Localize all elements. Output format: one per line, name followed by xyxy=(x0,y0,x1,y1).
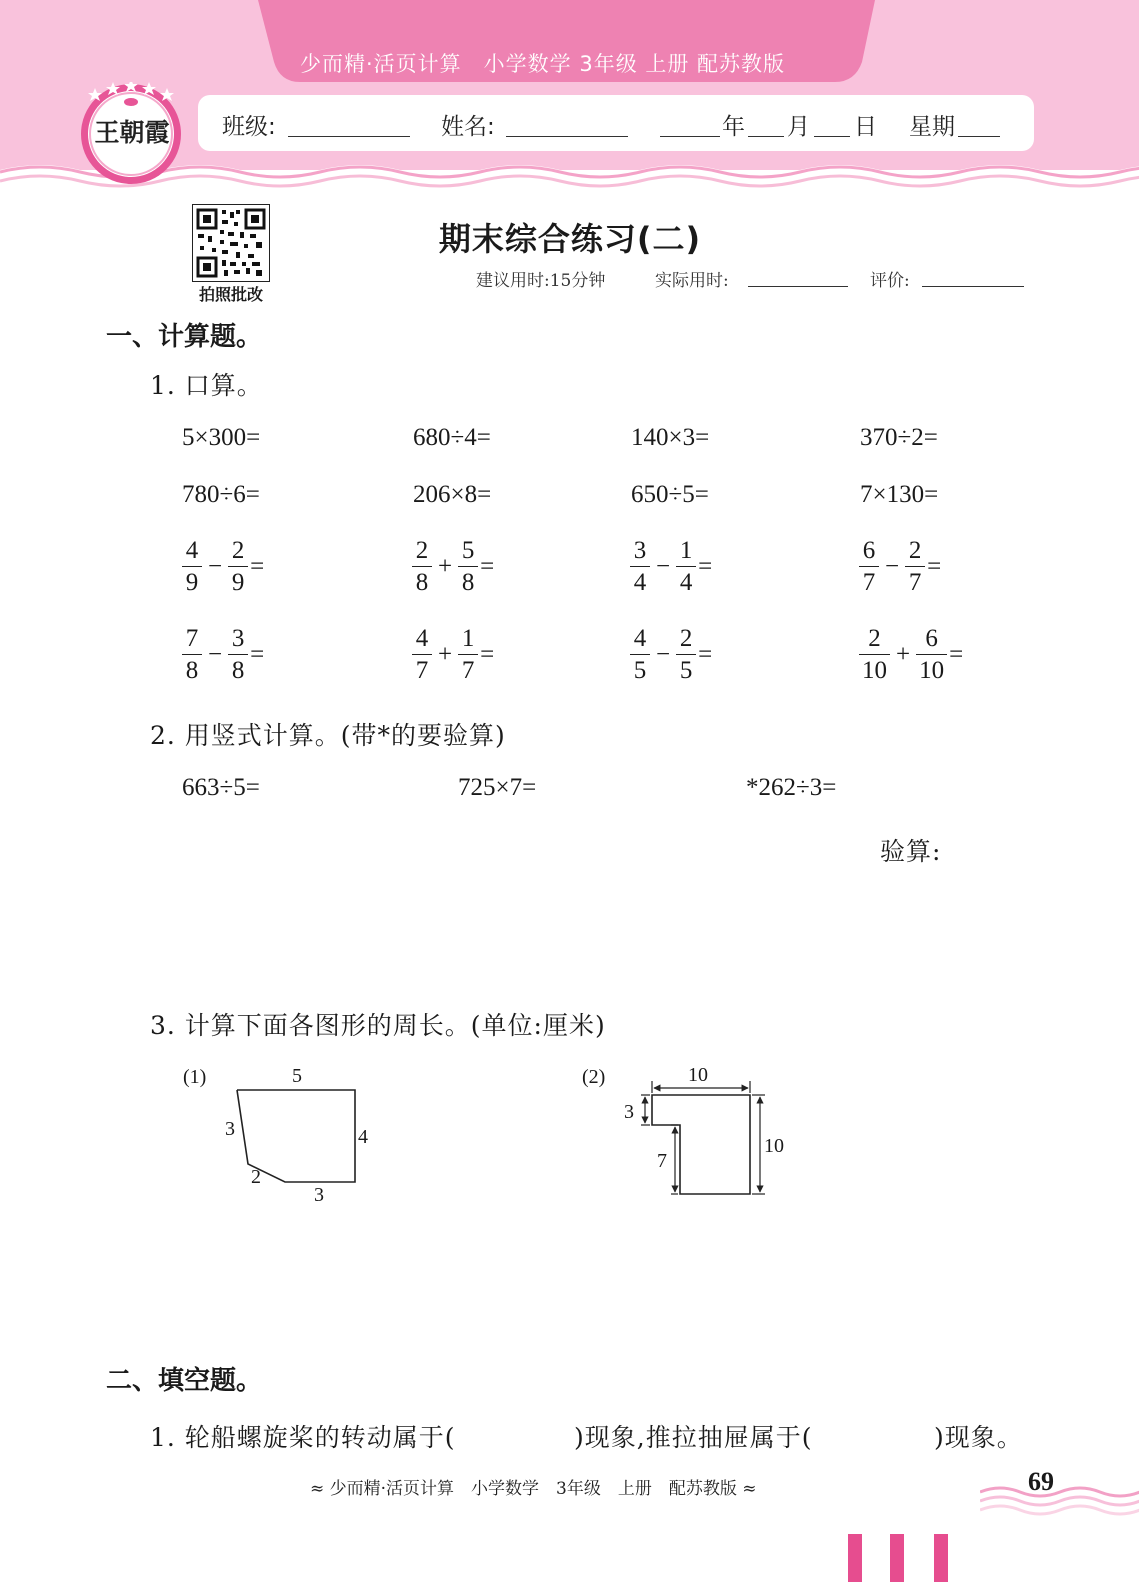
fill-q1-part3: )现象。 xyxy=(934,1423,1023,1452)
evaluation-field[interactable] xyxy=(922,286,1024,287)
vertical-calc-item: *262÷3= xyxy=(746,774,837,801)
fraction: $\frac{1}{4}$ xyxy=(676,538,696,595)
fraction-item: $\frac{7}{8}$ − $\frac{3}{8}$ = xyxy=(180,626,264,683)
footer-decoration xyxy=(980,1474,1139,1582)
fill-blank-2[interactable] xyxy=(842,1420,932,1450)
fraction: $\frac{4}{7}$ xyxy=(412,626,432,683)
calc-item: 780÷6= xyxy=(182,481,260,508)
fraction: $\frac{2}{8}$ xyxy=(412,538,432,595)
calc-item: 370÷2= xyxy=(860,424,938,451)
class-label: 班级: xyxy=(222,114,276,140)
fraction-item: $\frac{6}{7}$ − $\frac{2}{7}$ = xyxy=(857,538,941,595)
evaluation-label: 评价: xyxy=(870,271,910,291)
fraction-item: $\frac{3}{4}$ − $\frac{1}{4}$ = xyxy=(628,538,712,595)
day-label: 日 xyxy=(854,114,877,140)
fraction: $\frac{1}{7}$ xyxy=(458,626,478,683)
month-field[interactable] xyxy=(748,110,784,137)
series-title: 少而精·活页计算 小学数学 3年级 上册 配苏教版 xyxy=(300,52,786,76)
fig2-top-length: 10 xyxy=(688,1064,708,1086)
fraction: $\frac{4}{5}$ xyxy=(630,626,650,683)
calc-item: 140×3= xyxy=(631,424,710,451)
q2-title: 2. 用竖式计算。(带*的要验算) xyxy=(150,721,506,750)
month-label: 月 xyxy=(787,114,810,140)
calc-item: 7×130= xyxy=(860,481,939,508)
figure1-label: (1) xyxy=(183,1066,207,1088)
fraction-item: $\frac{2}{8}$ + $\frac{5}{8}$ = xyxy=(410,538,494,595)
name-field[interactable] xyxy=(506,110,628,137)
section1-title: 一、计算题。 xyxy=(106,322,263,352)
vertical-calc-item: 725×7= xyxy=(458,774,537,801)
fraction-item: $\frac{2}{10}$ + $\frac{6}{10}$ = xyxy=(857,626,963,683)
logo-text: 王朝霞 xyxy=(94,118,170,147)
fill-q1-part1: 1. 轮船螺旋桨的转动属于( xyxy=(150,1423,456,1452)
calc-item: 650÷5= xyxy=(631,481,709,508)
fig2-left-tall-length: 7 xyxy=(657,1150,667,1172)
footer-text: ≈ 少而精·活页计算 小学数学 3年级 上册 配苏教版 ≈ xyxy=(310,1479,757,1499)
day-field[interactable] xyxy=(814,110,850,137)
name-label: 姓名: xyxy=(441,114,495,140)
fraction-item: $\frac{4}{7}$ + $\frac{1}{7}$ = xyxy=(410,626,494,683)
actual-time-label: 实际用时: xyxy=(655,271,729,291)
figure1-shape xyxy=(215,1080,375,1200)
qr-label: 拍照批改 xyxy=(198,285,263,304)
vertical-calc-item: 663÷5= xyxy=(182,774,260,801)
fill-q1-part2: )现象,推拉抽屉属于( xyxy=(574,1423,813,1452)
fig1-right-length: 4 xyxy=(358,1126,368,1148)
fraction: $\frac{6}{7}$ xyxy=(859,538,879,595)
footer-bars xyxy=(840,1534,980,1582)
fraction: $\frac{2}{5}$ xyxy=(676,626,696,683)
fig1-top-length: 5 xyxy=(292,1065,302,1087)
fraction: $\frac{2}{9}$ xyxy=(228,538,248,595)
q3-title: 3. 计算下面各图形的周长。(单位:厘米) xyxy=(150,1011,606,1040)
weekday-field[interactable] xyxy=(958,110,1000,137)
fig2-right-length: 10 xyxy=(764,1135,784,1157)
fraction-item: $\frac{4}{9}$ − $\frac{2}{9}$ = xyxy=(180,538,264,595)
fraction: $\frac{4}{9}$ xyxy=(182,538,202,595)
fraction: $\frac{3}{8}$ xyxy=(228,626,248,683)
fig1-bottom-length: 3 xyxy=(314,1184,324,1206)
calc-item: 206×8= xyxy=(413,481,492,508)
actual-time-field[interactable] xyxy=(748,286,848,287)
year-field[interactable] xyxy=(660,110,720,137)
fill-blank-1[interactable] xyxy=(482,1420,572,1450)
year-label: 年 xyxy=(722,114,745,140)
fraction: $\frac{2}{7}$ xyxy=(905,538,925,595)
figure2-shape xyxy=(615,1075,785,1205)
page-number: 69 xyxy=(1028,1467,1054,1496)
fraction: $\frac{7}{8}$ xyxy=(182,626,202,683)
qr-code-icon[interactable] xyxy=(192,204,270,282)
page-title: 期末综合练习(二) xyxy=(438,220,702,258)
fraction: $\frac{2}{10}$ xyxy=(859,626,890,683)
fraction-item: $\frac{4}{5}$ − $\frac{2}{5}$ = xyxy=(628,626,712,683)
fraction: $\frac{6}{10}$ xyxy=(916,626,947,683)
check-label: 验算: xyxy=(880,837,942,866)
calc-item: 5×300= xyxy=(182,424,261,451)
suggested-time: 建议用时:15分钟 xyxy=(476,271,606,291)
fraction: $\frac{5}{8}$ xyxy=(458,538,478,595)
calc-item: 680÷4= xyxy=(413,424,491,451)
figure2-label: (2) xyxy=(582,1066,606,1088)
q1-title: 1. 口算。 xyxy=(150,371,263,400)
fig1-left-length: 3 xyxy=(225,1118,235,1140)
section2-title: 二、填空题。 xyxy=(106,1366,263,1396)
weekday-label: 星期 xyxy=(909,114,955,140)
class-field[interactable] xyxy=(288,110,410,137)
fraction: $\frac{3}{4}$ xyxy=(630,538,650,595)
fig1-diag-length: 2 xyxy=(251,1166,261,1188)
fig2-left-small-length: 3 xyxy=(624,1101,634,1123)
